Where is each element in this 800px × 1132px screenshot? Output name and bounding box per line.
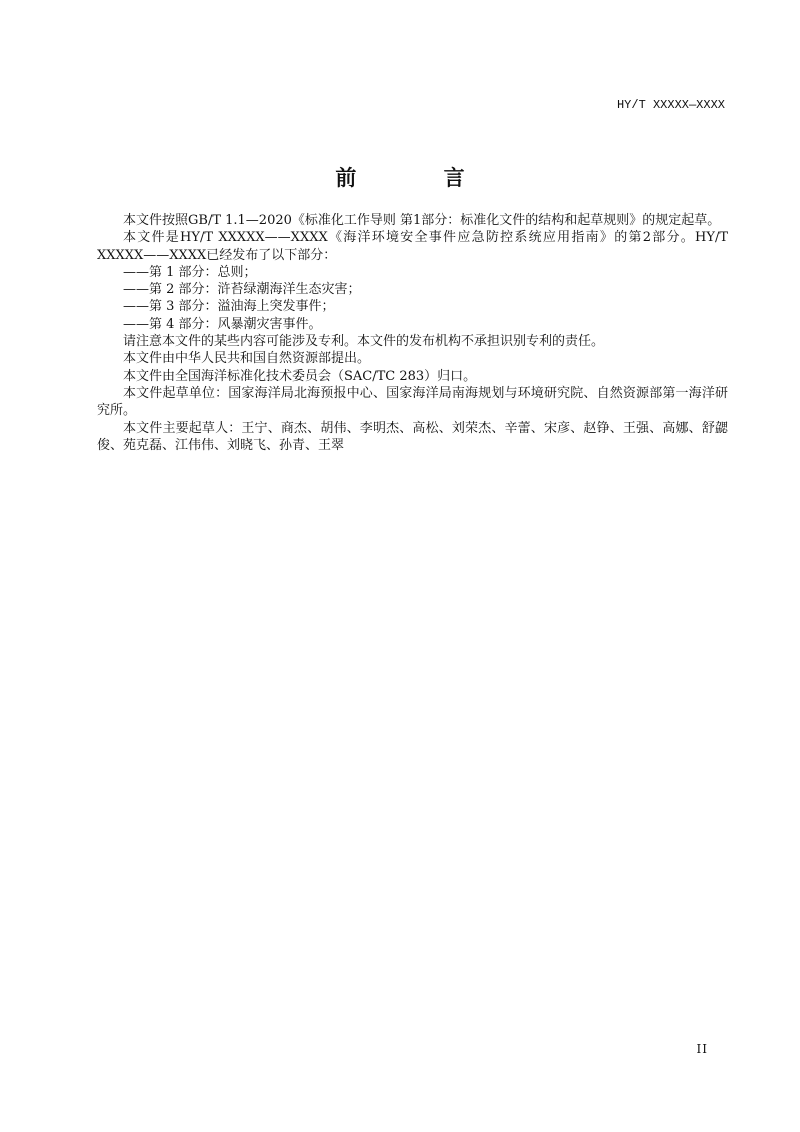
- page-title: 前 言: [335, 166, 505, 190]
- page-number: II: [696, 1042, 708, 1056]
- paragraph-drafting-rules: 本文件按照GB/T 1.1—2020《标准化工作导则 第1部分：标准化文件的结构和起草规则》的规定起草。: [123, 213, 721, 228]
- paragraph-proposed-by: 本文件由中华人民共和国自然资源部提出。: [123, 351, 371, 367]
- list-item-part-1: ——第 1 部分：总则；: [123, 264, 257, 280]
- list-item-part-4: ——第 4 部分：风暴潮灾害事件。: [123, 316, 322, 332]
- list-item-part-3: ——第 3 部分：溢油海上突发事件；: [123, 299, 335, 315]
- paragraph-centralized-by: 本文件由全国海洋标准化技术委员会（SAC/TC 283）归口。: [123, 368, 477, 384]
- foreword-body: [97, 212, 728, 454]
- paragraph-part-description: 本文件是HY/T XXXXX——XXXX《海洋环境安全事件应急防控系统应用指南》的第2部分。HY/T XXXXX——XXXX已经发布了以下部分：: [97, 230, 728, 263]
- document-code: HY/T XXXXX—XXXX: [616, 98, 725, 112]
- paragraph-drafters: 本文件主要起草人：王宁、商杰、胡伟、李明杰、高松、刘荣杰、辛蕾、宋彦、赵铮、王强、高娜、舒勰俊、苑克磊、江伟伟、刘晓飞、孙青、王翠: [97, 420, 728, 453]
- list-item-part-2: ——第 2 部分：浒苔绿潮海洋生态灾害；: [123, 282, 361, 298]
- paragraph-patent-notice: 请注意本文件的某些内容可能涉及专利。本文件的发布机构不承担识别专利的责任。: [123, 334, 605, 350]
- paragraph-drafting-units: 本文件起草单位：国家海洋局北海预报中心、国家海洋局南海规划与环境研究院、自然资源部第一海洋研究所。: [97, 385, 728, 419]
